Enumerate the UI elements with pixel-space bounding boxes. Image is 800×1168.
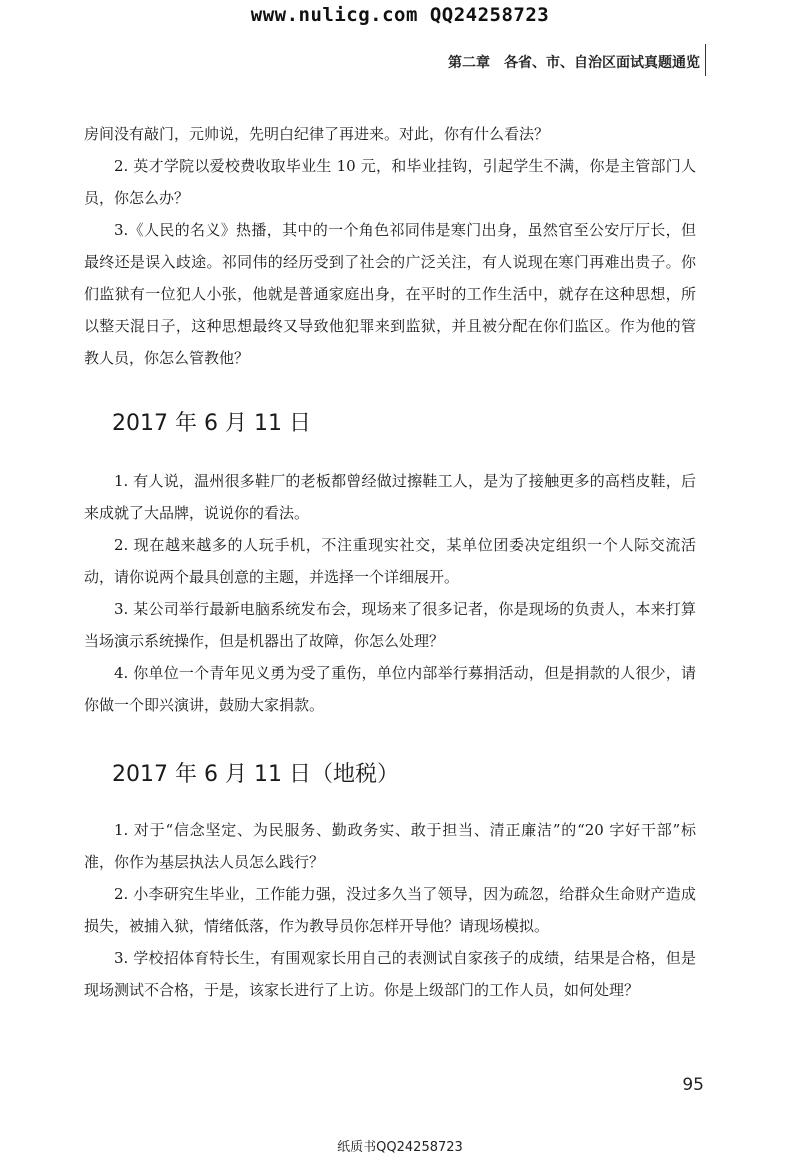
footer-note: 纸质书QQ24258723	[337, 1140, 463, 1155]
watermark-text: www.nulicg.com QQ24258723	[250, 4, 550, 26]
paragraph: 3.《人民的名义》热播，其中的一个角色祁同伟是寒门出身，虽然官至公安厅厅长，但最终还是误入歧途。祁同伟的经历受到了社会的广泛关注，有人说现在寒门再难出贵子。你们监狱有一位犯人小张，他就是普通家庭出身，在平时的工作生活中，就存在这种思想，所以整天混日子，这种思想最终又导致他犯罪来到监狱，并且被分配在你们监区。作为他的管教人员，你怎么管教他？	[84, 221, 696, 367]
paragraph: 4. 你单位一个青年见义勇为受了重伤，单位内部举行募捐活动，但是捐款的人很少，请你做一个即兴演讲，鼓励大家捐款。	[84, 664, 696, 714]
paragraph: 3. 学校招体育特长生，有围观家长用自己的表测试自家孩子的成绩，结果是合格，但是现场测试不合格，于是，该家长进行了上访。你是上级部门的工作人员，如何处理？	[84, 949, 696, 999]
paragraph: 2. 现在越来越多的人玩手机，不注重现实社交，某单位团委决定组织一个人际交流活动，请你说两个最具创意的主题，并选择一个详细展开。	[84, 536, 696, 586]
header-divider	[705, 44, 706, 76]
paragraph: 1. 有人说，温州很多鞋厂的老板都曾经做过擦鞋工人，是为了接触更多的高档皮鞋，后来成就了大品牌，说说你的看法。	[84, 472, 696, 522]
running-head: 第二章 各省、市、自治区面试真题通览	[448, 55, 700, 71]
paragraph: 3. 某公司举行最新电脑系统发布会，现场来了很多记者，你是现场的负责人，本来打算当场演示系统操作，但是机器出了故障，你怎么处理？	[84, 600, 696, 650]
page-body	[84, 118, 696, 1006]
paragraph: 房间没有敲门，元帅说，先明白纪律了再进来。对此，你有什么看法？	[84, 125, 550, 143]
paragraph: 2. 小李研究生毕业，工作能力强，没过多久当了领导，因为疏忽，给群众生命财产造成损失，被捕入狱，情绪低落，作为教导员你怎样开导他？请现场模拟。	[84, 885, 696, 935]
section-heading: 2017 年 6 月 11 日	[112, 411, 311, 436]
section-heading: 2017 年 6 月 11 日（地税）	[112, 762, 399, 787]
page-number: 95	[682, 1075, 704, 1095]
paragraph: 1. 对于“信念坚定、为民服务、勤政务实、敢于担当、清正廉洁”的“20 字好干部”标准，你作为基层执法人员怎么践行？	[84, 821, 696, 871]
paragraph: 2. 英才学院以爱校费收取毕业生 10 元，和毕业挂钩，引起学生不满，你是主管部门人员，你怎么办？	[84, 157, 696, 207]
